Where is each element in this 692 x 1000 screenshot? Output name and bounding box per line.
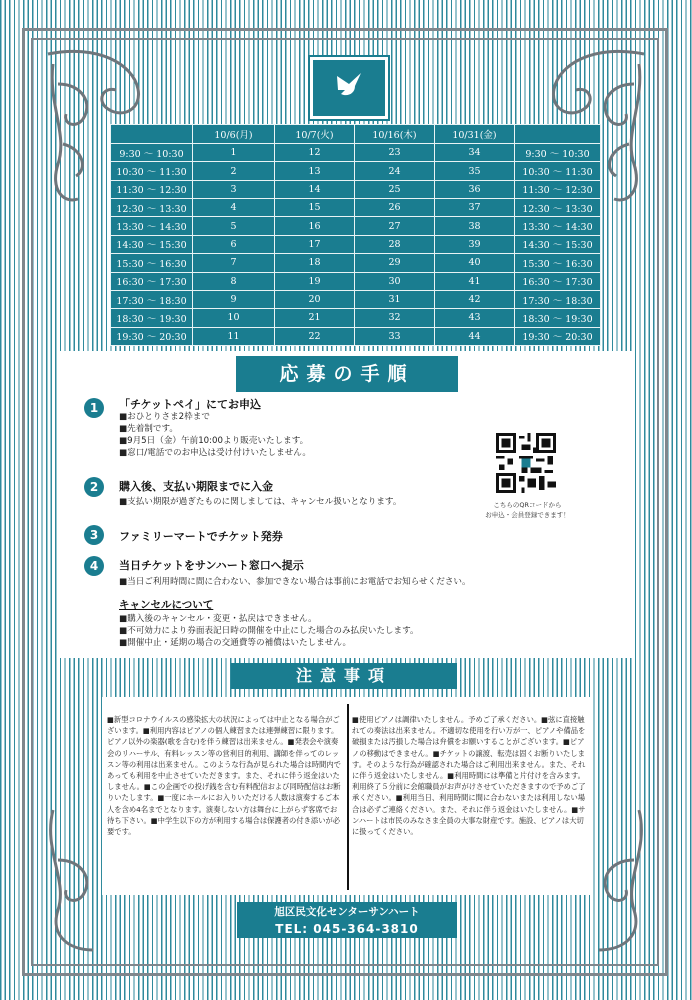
schedule-row (111, 254, 601, 272)
schedule-cell: 36 (435, 180, 515, 198)
step-number-3: 3 (84, 525, 104, 545)
qr-code[interactable] (496, 433, 556, 493)
schedule-cell: 4 (193, 199, 275, 217)
schedule-cell: 25 (355, 180, 435, 198)
step-title-1: 「チケットペイ」にてお申込 (119, 398, 262, 411)
step-title-2: 購入後、支払い期限までに入金 (119, 480, 273, 493)
step-title-4: 当日チケットをサンハート窓口へ提示 (119, 559, 304, 572)
schedule-cell: 15:30 〜 16:30 (515, 254, 601, 272)
schedule-cell: 37 (435, 199, 515, 217)
schedule-cell: 42 (435, 290, 515, 308)
schedule-cell: 6 (193, 235, 275, 253)
schedule-cell: 17:30 〜 18:30 (111, 290, 193, 308)
schedule-header-cell (111, 125, 193, 144)
notes-divider (347, 704, 349, 890)
schedule-header-cell: 10/31(金) (435, 125, 515, 144)
cancel-line: ■開催中止・延期の場合の交通費等の補償はいたしません。 (119, 638, 352, 648)
schedule-cell: 10 (193, 309, 275, 327)
schedule-cell: 9:30 〜 10:30 (111, 144, 193, 162)
notes-left-column: ■新型コロナウイルスの感染拡大の状況によっては中止となる場合がございます。■利用内容はピアノの個人練習または連弾練習に限ります。ピアノ以外の楽器(歌を含む)を伴う練習は出来ません。■発表会や演奏会のリハーサル、有料レッスン等の営利目的利用、講師を伴ってのレッスン等の利用は出来ません。このような行為が見られた場合は時間内であっても利用を中止させていただきます。また、それに伴う返金はいたしません。■この企画での投げ銭を含む有料配信および同時配信はお断りいたします。■一度にホールにお入りいただける人数は演奏するご本人を含め4名までとなります。演奏しない方は舞台に上がらず客席でお待ち下さい。■中学生以下の方が利用する場合は保護者の付き添いが必要です。 (107, 715, 341, 837)
notes-panel (102, 697, 590, 895)
schedule-row (111, 290, 601, 308)
schedule-cell: 17:30 〜 18:30 (515, 290, 601, 308)
schedule-row (111, 162, 601, 180)
footer-contact (237, 902, 457, 938)
schedule-cell: 24 (355, 162, 435, 180)
schedule-cell: 14 (275, 180, 355, 198)
schedule-cell: 38 (435, 217, 515, 235)
schedule-cell: 26 (355, 199, 435, 217)
schedule-cell: 21 (275, 309, 355, 327)
schedule-cell: 15 (275, 199, 355, 217)
schedule-cell: 12 (275, 144, 355, 162)
schedule-cell: 8 (193, 272, 275, 290)
schedule-row (111, 235, 601, 253)
schedule-row (111, 272, 601, 290)
schedule-cell: 9 (193, 290, 275, 308)
schedule-cell: 18:30 〜 19:30 (111, 309, 193, 327)
step-1-line: ■先着制です。 (119, 424, 178, 434)
schedule-cell: 29 (355, 254, 435, 272)
schedule-table (110, 124, 601, 346)
schedule-cell: 39 (435, 235, 515, 253)
schedule-header-row (111, 125, 601, 144)
step-1-line: ■おひとりさま2枠まで (119, 412, 210, 422)
step-4-line: ■当日ご利用時間に間に合わない、参加できない場合は事前にお電話でお知らせください。 (119, 577, 471, 587)
schedule-cell: 22 (275, 327, 355, 345)
schedule-cell: 15:30 〜 16:30 (111, 254, 193, 272)
step-title-3: ファミリーマートでチケット発券 (119, 530, 283, 543)
schedule-cell: 17 (275, 235, 355, 253)
schedule-cell: 34 (435, 144, 515, 162)
schedule-cell: 13 (275, 162, 355, 180)
step-number-4: 4 (84, 556, 104, 576)
schedule-cell: 20 (275, 290, 355, 308)
schedule-cell: 9:30 〜 10:30 (515, 144, 601, 162)
schedule-cell: 23 (355, 144, 435, 162)
bird-logo (310, 57, 388, 119)
schedule-cell: 13:30 〜 14:30 (515, 217, 601, 235)
step-number-2: 2 (84, 477, 104, 497)
schedule-row (111, 180, 601, 198)
schedule-cell: 14:30 〜 15:30 (111, 235, 193, 253)
schedule-row (111, 327, 601, 345)
schedule-cell: 10:30 〜 11:30 (111, 162, 193, 180)
schedule-cell: 31 (355, 290, 435, 308)
cancel-heading: キャンセルについて (119, 599, 214, 611)
procedure-title: 応募の手順 (236, 356, 458, 392)
schedule-row (111, 199, 601, 217)
schedule-row (111, 144, 601, 162)
schedule-header-cell: 10/7(火) (275, 125, 355, 144)
qr-caption (470, 500, 585, 520)
schedule-header-cell (515, 125, 601, 144)
schedule-cell: 11:30 〜 12:30 (111, 180, 193, 198)
step-1-line: ■窓口/電話でのお申込は受け付けいたしません。 (119, 448, 312, 458)
schedule-cell: 19:30 〜 20:30 (515, 327, 601, 345)
cancel-line: ■購入後のキャンセル・変更・払戻はできません。 (119, 614, 317, 624)
bird-icon (335, 70, 365, 100)
schedule-row (111, 309, 601, 327)
schedule-cell: 35 (435, 162, 515, 180)
schedule-cell: 28 (355, 235, 435, 253)
phone-number[interactable]: TEL: 045-364-3810 (275, 922, 419, 936)
schedule-row (111, 217, 601, 235)
schedule-cell: 2 (193, 162, 275, 180)
schedule-cell: 10:30 〜 11:30 (515, 162, 601, 180)
step-2-line: ■支払い期限が過ぎたものに関しましては、キャンセル扱いとなります。 (119, 497, 402, 507)
schedule-cell: 19 (275, 272, 355, 290)
schedule-cell: 13:30 〜 14:30 (111, 217, 193, 235)
qr-caption-line: お申込・会員登録できます！ (485, 511, 570, 519)
schedule-cell: 1 (193, 144, 275, 162)
schedule-cell: 12:30 〜 13:30 (515, 199, 601, 217)
cancel-line: ■不可効力により券面表記日時の開催を中止にした場合のみ払戻いたします。 (119, 626, 419, 636)
schedule-cell: 14:30 〜 15:30 (515, 235, 601, 253)
schedule-cell: 44 (435, 327, 515, 345)
schedule-header-cell: 10/16(木) (355, 125, 435, 144)
schedule-cell: 19:30 〜 20:30 (111, 327, 193, 345)
schedule-cell: 27 (355, 217, 435, 235)
schedule-cell: 32 (355, 309, 435, 327)
schedule-cell: 7 (193, 254, 275, 272)
schedule-cell: 18 (275, 254, 355, 272)
schedule-cell: 40 (435, 254, 515, 272)
schedule-cell: 3 (193, 180, 275, 198)
schedule-cell: 16 (275, 217, 355, 235)
step-1-line: ■9月5日（金）午前10:00より販売いたします。 (119, 436, 309, 446)
schedule-cell: 11 (193, 327, 275, 345)
schedule-header-cell: 10/6(月) (193, 125, 275, 144)
schedule-cell: 18:30 〜 19:30 (515, 309, 601, 327)
schedule-cell: 16:30 〜 17:30 (111, 272, 193, 290)
notes-title: 注意事項 (231, 663, 457, 689)
schedule-cell: 11:30 〜 12:30 (515, 180, 601, 198)
schedule-cell: 30 (355, 272, 435, 290)
step-number-1: 1 (84, 398, 104, 418)
notes-right-column: ■使用ピアノは調律いたしません。予めご了承ください。■弦に直接触れての奏法は出来ません。不適切な使用を行い万が一、ピアノや備品を破損または汚損した場合は弁償をお願いすることがございます。■ピアノの移動はできません。■チケットの譲渡、転売は固くお断りいたします。そのような行為が確認された場合はご利用出来ません。また、それに伴う返金はいたしません。■利用時間には準備と片付けを含みます。利用終了５分前に会館職員がお声がけさせていただきますので予めご了承ください。■利用当日、利用時間に間に合わないまたは利用しない場合は必ずご連絡ください。また、それに伴う返金はいたしません。■サンハートは市民のみなさま全員の大事な財産です。施設、ピアノは大切に扱ってください。 (352, 715, 586, 837)
schedule-cell: 16:30 〜 17:30 (515, 272, 601, 290)
schedule-cell: 12:30 〜 13:30 (111, 199, 193, 217)
schedule-cell: 41 (435, 272, 515, 290)
schedule-cell: 43 (435, 309, 515, 327)
qr-caption-line: こちらのQRコードから (493, 501, 562, 509)
schedule-cell: 33 (355, 327, 435, 345)
schedule-cell: 5 (193, 217, 275, 235)
venue-name: 旭区民文化センターサンハート (274, 906, 420, 918)
